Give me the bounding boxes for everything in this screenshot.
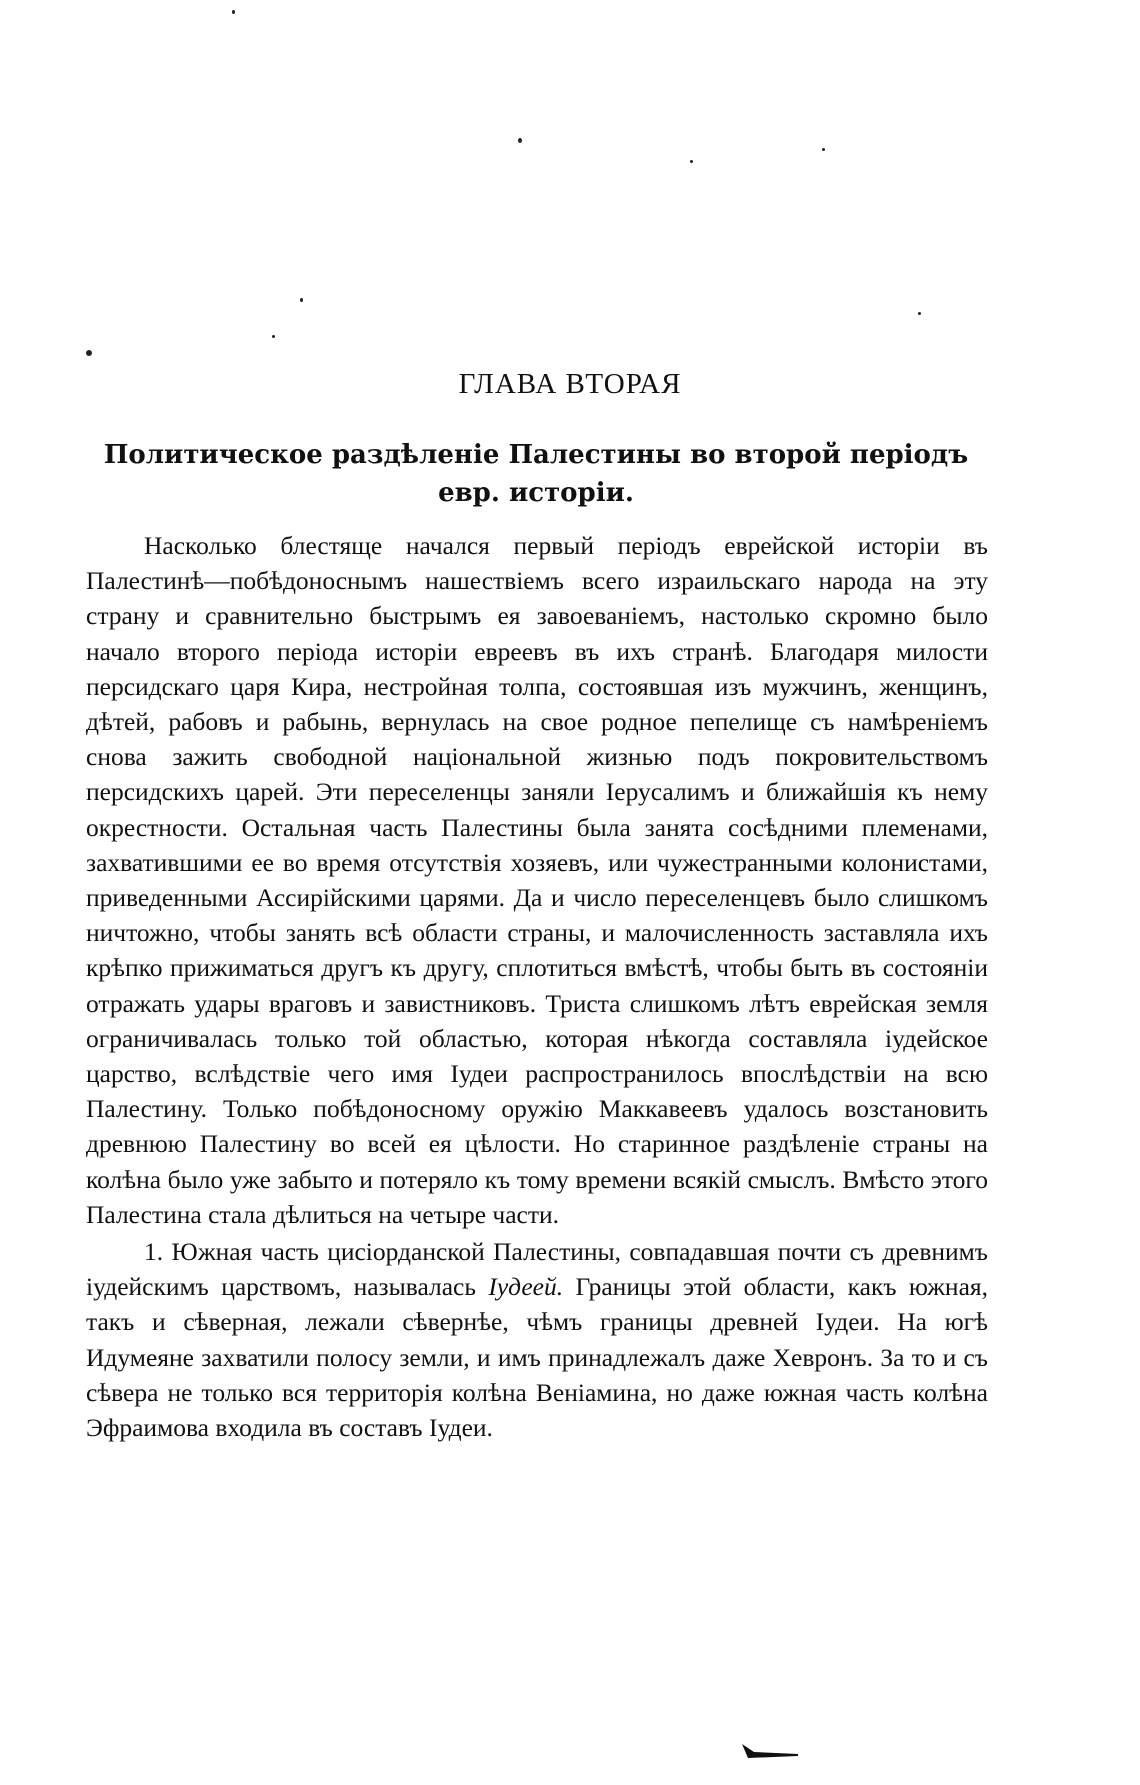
scan-speck <box>86 350 92 356</box>
scan-speck <box>918 312 921 315</box>
scan-speck <box>300 298 303 302</box>
body-text <box>86 528 988 1445</box>
paragraph-text: Границы этой области, какъ южная, такъ и сѣверная, лежали сѣвернѣе, чѣмъ границы древней Іудеи. На югѣ Идумеяне захватили полосу земли, и имъ принадлежалъ даже Хевронъ. За то и съ сѣвера не только вся территорія колѣна Веніамина, но даже южная часть колѣна Эфраимова входила въ составъ Іудеи. <box>86 1272 988 1443</box>
chapter-title: ГЛАВА ВТОРАЯ <box>458 368 682 400</box>
scan-speck <box>272 335 275 338</box>
scan-speck <box>518 138 522 143</box>
scan-speck <box>232 10 235 14</box>
paragraph: Насколько блестяще начался первый періодъ еврейской исторіи въ Палестинѣ—побѣдоноснымъ нашествіемъ всего израильскаго народа на эту страну и сравнительно быстрымъ ея завоеваніемъ, настолько скромно было начало второго періода исторіи евреевъ въ ихъ странѣ. Благодаря милости персидскаго царя Кира, нестройная толпа, состоявшая изъ мужчинъ, женщинъ, дѣтей, рабовъ и рабынь, вернулась на свое родное пепелище съ намѣреніемъ снова зажить свободной національной жизнью подъ покровительствомъ персидскихъ царей. Эти переселенцы заняли Іерусалимъ и ближайшія къ нему окрестности. Остальная часть Палестины была занята сосѣдними племенами, захватившими ее во время отсутствія хозяевъ, или чужестранными колонистами, приведенными Ассирійскими царями. Да и число переселенцевъ было слишкомъ ничтожно, чтобы занять всѣ области страны, и малочисленность заставляла ихъ крѣпко прижиматься другъ къ другу, сплотиться вмѣстѣ, чтобы быть въ состояніи отражать удары враговъ и завистниковъ. Триста слишкомъ лѣтъ еврейская земля ограничивалась только той областью, которая нѣкогда составляла іудейское царство, вслѣдствіе чего имя Іудеи распространилось впослѣдствіи на всю Палестину. Только побѣдоносному оружію Маккавеевъ удалось возстановить древнюю Палестину во всей ея цѣлости. Но старинное раздѣленіе страны на колѣна было уже забыто и потеряло къ тому времени всякій смыслъ. Вмѣсто этого Палестина стала дѣлиться на четыре части. <box>86 531 988 1229</box>
scan-speck <box>822 148 825 151</box>
scan-speck <box>690 160 693 163</box>
printer-mark-icon <box>740 1740 800 1760</box>
section-title: Политическое раздѣленіе Палестины во второй періодъ евр. исторіи. <box>103 440 969 508</box>
paragraph-text: 1. Южная часть цисіорданской Палестины, совпадавшая почти съ древнимъ іудейскимъ царствомъ, называлась <box>86 1237 988 1302</box>
emphasized-term: Іудеей. <box>488 1272 564 1302</box>
paragraph <box>86 1234 988 1445</box>
